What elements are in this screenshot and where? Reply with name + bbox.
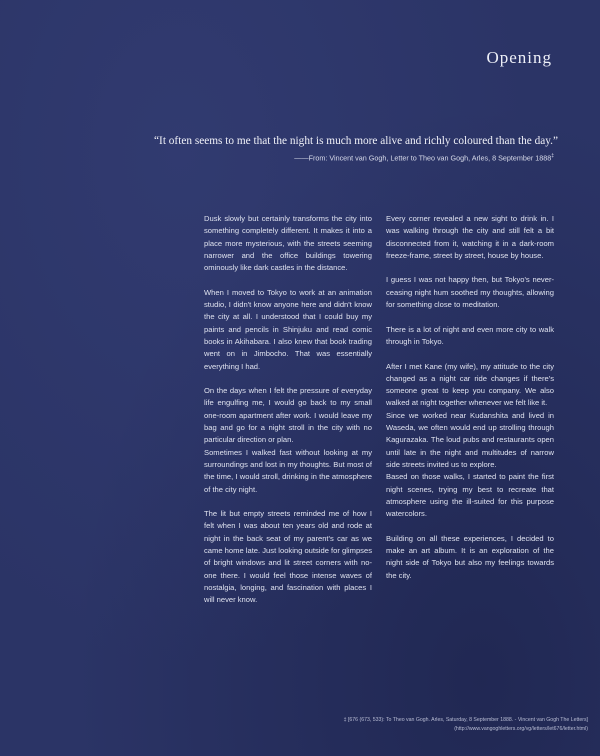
footnote xyxy=(128,716,588,734)
footnote-url: (http://www.vangoghletters.org/vg/letters/let676/letter.html) xyxy=(454,726,588,732)
paragraph: I guess I was not happy then, but Tokyo's never-ceasing night hum soothed my thoughts, allowing for something close to meditation. xyxy=(386,275,554,310)
paragraph: Dusk slowly but certainly transforms the city into something completely different. It makes it into a place more mysterious, with the streets seeming narrower and the office buildings towering ominously like dark castles in the distance. xyxy=(204,214,372,273)
quote-text: “It often seems to me that the night is much more alive and richly coloured than the day.” xyxy=(154,135,558,147)
paragraph: On the days when I felt the pressure of everyday life engulfing me, I would go back to my small one-room apartment after work. I would leave my bag and go for a night stroll in the city with no particular direction or plan. xyxy=(204,386,372,445)
paragraph: There is a lot of night and even more city to walk through in Tokyo. xyxy=(386,324,554,346)
paragraph: Since we worked near Kudanshita and lived in Waseda, we often would end up strolling through Kagurazaka. The loud pubs and restaurants open until late in the night and multitudes of narrow side streets invited us to explore. xyxy=(386,410,554,469)
footnote-marker: ‡ xyxy=(551,153,554,159)
quote-source-text: ——From: Vincent van Gogh, Letter to Theo van Gogh, Arles, 8 September 1888 xyxy=(294,153,552,163)
footnote-citation: ‡ [676 (673, 533): To Theo van Gogh. Arles, Saturday, 8 September 1888. - Vincent van Gogh The Letters] xyxy=(343,717,588,723)
body-right-column xyxy=(386,213,554,582)
paragraph: When I moved to Tokyo to work at an animation studio, I didn't know anyone here and didn't know the city at all. I understood that I could buy my paints and pencils in Shinjuku and read comic books in Akihabara. I also knew that book trading went on in Jimbocho. That was essentially everything I had. xyxy=(204,287,372,371)
paragraph: Building on all these experiences, I decided to make an art album. It is an exploration of the night side of Tokyo but also my feelings towards the city. xyxy=(386,533,554,580)
epigraph-quote xyxy=(38,133,558,149)
page-title: Opening xyxy=(486,48,552,67)
paragraph: Sometimes I walked fast without looking at my surroundings and lost in my thoughts. But most of the time, I would stroll, drinking in the atmosphere of the city night. xyxy=(204,447,372,494)
paragraph: Every corner revealed a new sight to drink in. I was walking through the city and still felt a bit disconnected from it, watching it in a dark-room freeze-frame, street by street, house by house. xyxy=(386,214,554,260)
paragraph: Based on those walks, I started to paint the first night scenes, trying my best to recreate that atmosphere using the ill-suited for this purpose watercolors. xyxy=(386,472,554,519)
body-left-column xyxy=(204,213,372,607)
paragraph: The lit but empty streets reminded me of how I felt when I was about ten years old and rode at night in the back seat of my parent's car as we came home late. Just looking outside for glimpses of bright windows and lit street corners with no-one there. I would feel those intense waves of nostalgia, longing, and fascination with places I will never know. xyxy=(204,509,372,605)
quote-source xyxy=(54,153,554,162)
paragraph: After I met Kane (my wife), my attitude to the city changed as a night car ride changes if there's someone great to keep you company. We also walked at night together whenever we felt like it. xyxy=(386,361,554,408)
